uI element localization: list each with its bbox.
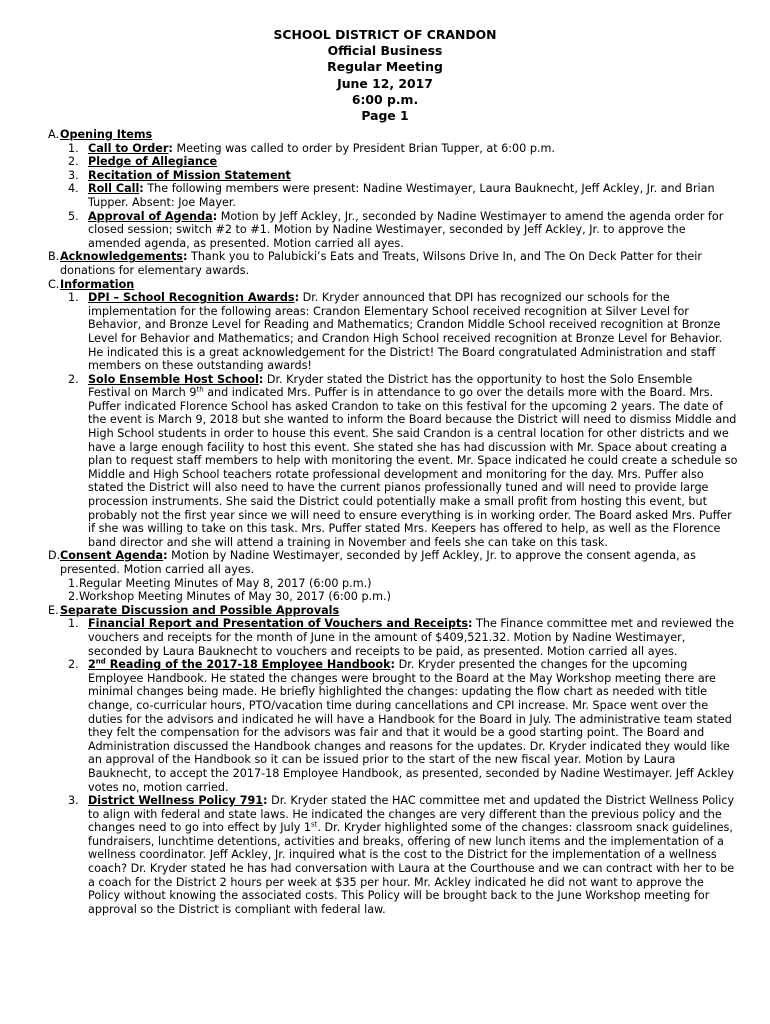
item-text: Regular Meeting Minutes of May 8, 2017 (6:00 p.m.) [79,576,372,590]
item-title: Financial Report and Presentation of Vouchers and Receipts [88,617,469,631]
item-title: Pledge of Allegiance [88,155,218,169]
agenda-item-employee-handbook: 2. 2nd Reading of the 2017-18 Employee Handbook: Dr. Kryder presented the changes for the upcoming Employee Handbook. He stated the changes were brought to the Board at the May Workshop meeting there are minimal changes being made. He briefly highlighted the changes: updating the flow chart as needed with title change, co-curricular hours, PTO/vacation time during cancellations and CPI increase. Mr. Space went over the duties for the advisors and indicated he will have a Handbook for the Board in July. The administrative team stated they felt the compensation for the advisors was fair and that it would be a good starting point. The Board and Administration discussed the Handbook changes and reasons for the updates. Dr. Kryder indicated they would like an approval of the Handbook so it can be issued prior to the start of the new fiscal year. Motion by Laura Bauknecht, to accept the 2017-18 Employee Handbook, as presented, seconded by Nadine Westimayer. Jeff Ackley votes no, motion carried. [68,657,734,794]
section-title: Opening Items [60,128,153,141]
item-title-ordinal: 2 [88,658,96,672]
item-number: 4. [68,182,79,196]
item-number: 1. [68,141,79,155]
header-page-number: Page 1 [361,108,409,124]
item-number: 2. [68,658,79,672]
item-number: 3. [68,794,79,808]
item-text: Workshop Meeting Minutes of May 30, 2017 (6:00 p.m.) [79,590,391,604]
header-official-business: Official Business [327,43,443,59]
agenda-item-call-to-order: 1. Call to Order: Meeting was called to order by President Brian Tupper, at 6:00 p.m. [68,141,555,155]
section-title: Acknowledgements [60,250,183,264]
item-text: Motion by Jeff Ackley, Jr., seconded by Nadine Westimayer to amend the agenda order for closed session; switch #2 to #1. Motion by Nadine Westimayer, seconded by Jeff Ackley, Jr. to approve the amended agenda, as presented. Motion carried all ayes. [88,209,724,250]
item-number: 2. [68,155,79,169]
item-title: DPI – School Recognition Awards [88,291,295,305]
item-text: The Finance committee met and reviewed the vouchers and receipts for the month of June in the amount of $409,521.32. Motion by Nadine Westimayer, seconded by Laura Bauknecht to vouchers and receipts to be paid, as presented. Motion carried all ayes. [88,617,734,658]
item-text: Meeting was called to order by President Brian Tupper, at 6:00 p.m. [172,141,555,155]
minutes-body [48,128,738,916]
agenda-item-solo-ensemble: 2. Solo Ensemble Host School: Dr. Kryder stated the District has the opportunity to host the Solo Ensemble Festival on March 9th and indicated Mrs. Puffer is in attendance to go over the details more with the Board. Mrs. Puffer indicated Florence School has asked Crandon to take on this festival for the upcoming 2 years. The date of the event is March 9, 2018 but she wanted to inform the Board because the District will need to dismiss Middle and High School students in order to house this event. She said Crandon is a central location for other districts and we have a large enough facility to host this event. She stated she has had discussion with Mr. Space about creating a plan to request staff members to help with monitoring the event. Mr. Space indicated he could create a schedule so Middle and High School teachers rotate professional development and monitoring for the day. Mrs. Puffer also stated the District will also need to have the current pianos professionally tuned and will need to provide large procession instruments. She said the District could potentially make a small profit from hosting this event, but probably not the first year since we will need to ensure everything is in working order. The Board asked Mrs. Puffer if she was willing to take on this task. Mrs. Puffer stated Mrs. Keepers has offered to help, as well as the Florence band director and she will attend a training in November and feels she can take on this task. [68,372,738,549]
agenda-item-mission-statement [48,169,738,183]
section-letter: C. [48,277,60,291]
agenda-item-approval-of-agenda: 5. Approval of Agenda: Motion by Jeff Ackley, Jr., seconded by Nadine Westimayer to amend the agenda order for closed session; switch #2 to #1. Motion by Nadine Westimayer, seconded by Jeff Ackley, Jr. to approve the amended agenda, as presented. Motion carried all ayes. [68,209,724,250]
section-information [48,278,738,292]
item-title: Roll Call [88,182,140,196]
item-title: District Wellness Policy 791 [88,794,264,808]
item-title: Approval of Agenda [88,209,213,223]
ordinal-suffix: th [196,385,204,394]
ordinal-suffix: st [311,820,318,829]
header-meeting-type: Regular Meeting [327,59,443,75]
agenda-item-dpi-recognition: 1. DPI – School Recognition Awards: Dr. Kryder announced that DPI has recognized our schools for the implementation for the following areas: Crandon Elementary School received recognition at Silver Level for Behavior, and Bronze Level for Reading and Mathematics; Crandon Middle School received recognition at Bronze Level for Behavior and Mathematics; and Crandon High School received recognition at Bronze Level for Behavior. He indicated this is a great acknowledgement for the District! The Board congratulated Administration and staff members on these outstanding awards! [68,291,723,373]
header-meeting-date: June 12, 2017 [337,75,433,91]
item-title: Solo Ensemble Host School [88,372,259,386]
section-acknowledgements: B. Acknowledgements: Thank you to Palubicki’s Eats and Treats, Wilsons Drive In, and The On Deck Patter for their donations for elementary awards. [48,250,702,277]
item-title: Call to Order [88,141,169,155]
header-district-name: SCHOOL DISTRICT OF CRANDON [273,27,497,42]
document-header [0,27,770,124]
section-consent-agenda: D. Consent Agenda: Motion by Nadine Westimayer, seconded by Jeff Ackley, Jr. to approve the consent agenda, as presented. Motion carried all ayes. [48,549,696,576]
section-letter: A. [48,128,60,141]
item-number: 2. [68,590,79,604]
section-title: Separate Discussion and Possible Approvals [60,603,340,617]
item-text: The following members were present: Nadine Westimayer, Laura Bauknecht, Jeff Ackley, Jr. and Brian Tupper. Absent: Joe Mayer. [88,182,715,209]
section-text: Motion by Nadine Westimayer, seconded by Jeff Ackley, Jr. to approve the consent agenda, as presented. Motion carried all ayes. [60,549,696,576]
item-number: 1. [68,291,79,305]
item-number: 5. [68,209,79,223]
agenda-item-financial-report: 1. Financial Report and Presentation of Vouchers and Receipts: The Finance committee met and reviewed the vouchers and receipts for the month of June in the amount of $409,521.32. Motion by Nadine Westimayer, seconded by Laura Bauknecht to vouchers and receipts to be paid, as presented. Motion carried all ayes. [68,617,734,658]
consent-item-workshop-minutes [48,590,738,604]
agenda-item-pledge [48,155,738,169]
item-text-continued: and indicated Mrs. Puffer is in attendance to go over the details more with the Board. Mrs. Puffer indicated Florence School has asked Crandon to take on this festival for the upcoming 2 years. The date of the event is March 9, 2018 but she wanted to inform the Board because the District will need to dismiss Middle and High School students in order to house this event. She said Crandon is a central location for other districts and we have a large enough facility to host this event. She stated she has had discussion with Mr. Space about creating a plan to request staff members to help with monitoring the event. Mr. Space indicated he could create a schedule so Middle and High School teachers rotate professional development and monitoring for the day. Mrs. Puffer also stated the District will also need to have the current pianos professionally tuned and will need to provide large procession instruments. She said the District could potentially make a small profit from hosting this event, but probably not the first year since we will need to ensure everything is in working order. The Board asked Mrs. Puffer if she was willing to take on this task. Mrs. Puffer stated Mrs. Keepers has offered to help, as well as the Florence band director and she will attend a training in November and feels she can take on this task. [88,386,738,549]
section-title: Information [60,277,135,291]
item-text: Dr. Kryder stated the HAC committee met and updated the District Wellness Policy to align with federal and state laws. He indicated the changes are very different than the previous policy and the changes need to go into effect by July 1 [88,794,735,835]
section-separate-discussion [48,604,738,618]
item-text: Dr. Kryder presented the changes for the upcoming Employee Handbook. He stated the changes were brought to the Board at the May Workshop meeting there are minimal changes being made. He briefly highlighted the changes: updating the flow chart as needed with title change, co-curricular hours, PTO/vacation time during cancellations and CPI increase. Mr. Space went over the duties for the advisors and indicated he will have a Handbook for the Board in July. The administrative team stated they felt the compensation for the advisors was fair and that it would be a good starting point. The Board and Administration discussed the Handbook changes and reasons for the updates. Dr. Kryder indicated they would like an approval of the Handbook so it can be issued prior to the start of the new fiscal year. Motion by Laura Bauknecht, to accept the 2017-18 Employee Handbook, as presented, seconded by Nadine Westimayer. Jeff Ackley votes no, motion carried. [88,658,734,794]
item-text: Dr. Kryder stated the District has the opportunity to host the Solo Ensemble Festival on March 9 [88,372,693,400]
agenda-item-roll-call: 4. Roll Call: The following members were present: Nadine Westimayer, Laura Bauknecht, Jeff Ackley, Jr. and Brian Tupper. Absent: Joe Mayer. [68,182,715,209]
section-letter: B. [48,250,60,264]
section-opening-items [48,128,738,142]
item-number: 3. [68,168,79,182]
section-text: Thank you to Palubicki’s Eats and Treats, Wilsons Drive In, and The On Deck Patter for their donations for elementary awards. [60,250,702,277]
item-title: Recitation of Mission Statement [88,168,291,182]
item-text-continued: . Dr. Kryder highlighted some of the changes: classroom snack guidelines, fundraisers, lunchtime detentions, activities and breaks, offering of new lunch items and the implementation of a wellness coordinator. Jeff Ackley, Jr. inquired what is the cost to the District for the implementation of a wellness coach? Dr. Kryder stated he has had conversation with Laura at the Courthouse and we can contract with her to be a coach for the District 2 hours per week at $35 per hour. Mr. Ackley indicated he did not want to approve the Policy without knowing the associated costs. This Policy will be brought back to the June Workshop meeting for approval so the District is compliant with federal law. [88,821,735,916]
item-number: 1. [68,576,79,590]
item-text: Dr. Kryder announced that DPI has recognized our schools for the implementation for the following areas: Crandon Elementary School received recognition at Silver Level for Behavior, and Bronze Level for Reading and Mathematics; Crandon Middle School received recognition at Bronze Level for Behavior and Mathematics; and Crandon High School received recognition at Bronze Level for Behavior. He indicated this is a great acknowledgement for the District! The Board congratulated Administration and staff members on these outstanding awards! [88,291,723,373]
section-letter: D. [48,549,61,563]
section-title: Consent Agenda [60,549,164,563]
section-letter: E. [48,603,59,617]
ordinal-suffix: nd [95,657,106,666]
item-number: 2. [68,372,79,386]
consent-item-regular-minutes [48,577,738,591]
item-title-rest: Reading of the 2017-18 Employee Handbook [105,658,391,672]
item-title [88,658,391,671]
header-meeting-time: 6:00 p.m. [351,91,419,107]
item-number: 1. [68,617,79,631]
agenda-item-wellness-policy: 3. District Wellness Policy 791: Dr. Kryder stated the HAC committee met and updated the District Wellness Policy to align with federal and state laws. He indicated the changes are very different than the previous policy and the changes need to go into effect by July 1st. Dr. Kryder highlighted some of the changes: classroom snack guidelines, fundraisers, lunchtime detentions, activities and breaks, offering of new lunch items and the implementation of a wellness coordinator. Jeff Ackley, Jr. inquired what is the cost to the District for the implementation of a wellness coach? Dr. Kryder stated he has had conversation with Laura at the Courthouse and we can contract with her to be a coach for the District 2 hours per week at $35 per hour. Mr. Ackley indicated he did not want to approve the Policy without knowing the associated costs. This Policy will be brought back to the June Workshop meeting for approval so the District is compliant with federal law. [68,794,735,916]
